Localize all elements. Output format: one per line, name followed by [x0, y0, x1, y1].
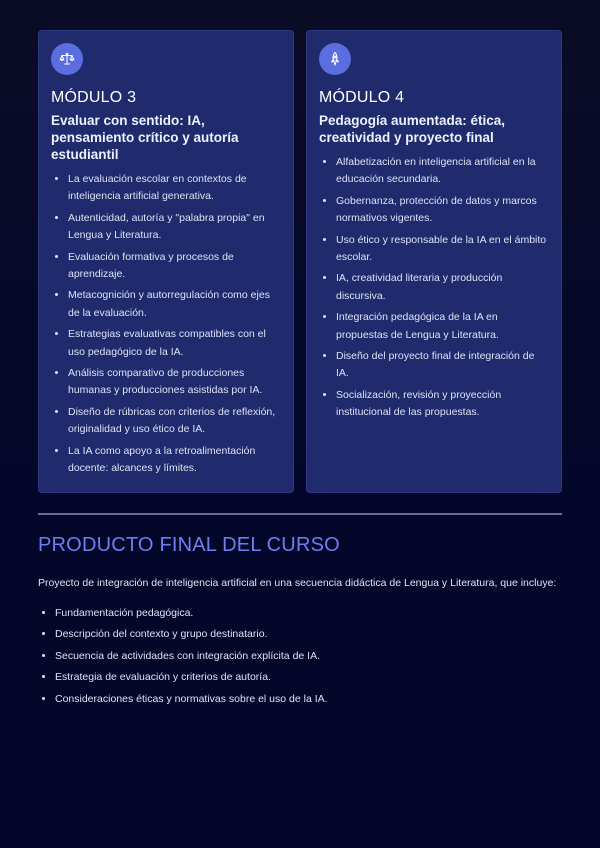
list-item: • IA, creatividad literaria y producción discursiva. [336, 270, 549, 305]
rocket-icon [319, 43, 351, 75]
list-item: • Estrategia de evaluación y criterios de autoría. [55, 669, 562, 686]
list-item: • La IA como apoyo a la retroalimentación docente: alcances y límites. [68, 443, 281, 478]
modules-row [38, 30, 562, 493]
module-label: MÓDULO 3 [51, 89, 137, 106]
list-item: • Metacognición y autorregulación como ejes de la evaluación. [68, 287, 281, 322]
final-product-title: PRODUCTO FINAL DEL CURSO [38, 533, 340, 556]
list-item: • Estrategias evaluativas compatibles con el uso pedagógico de la IA. [68, 326, 281, 361]
list-item: • Integración pedagógica de la IA en propuestas de Lengua y Literatura. [336, 309, 549, 344]
module-topics-list [51, 171, 281, 478]
final-product-intro: Proyecto de integración de inteligencia artificial en una secuencia didáctica de Lengua y Literatura, que incluye: [38, 576, 557, 589]
list-item: • Secuencia de actividades con integración explícita de IA. [55, 648, 562, 665]
list-item: • Diseño de rúbricas con criterios de reflexión, originalidad y uso ético de IA. [68, 404, 281, 439]
module-label: MÓDULO 4 [319, 89, 405, 106]
list-item: • Diseño del proyecto final de integración de IA. [336, 348, 549, 383]
list-item: • La evaluación escolar en contextos de inteligencia artificial generativa. [68, 171, 281, 206]
list-item: • Alfabetización en inteligencia artificial en la educación secundaria. [336, 154, 549, 189]
list-item: • Gobernanza, protección de datos y marcos normativos vigentes. [336, 193, 549, 228]
list-item: • Evaluación formativa y procesos de aprendizaje. [68, 249, 281, 284]
module-title: Pedagogía aumentada: ética, creatividad y proyecto final [319, 113, 506, 145]
list-item: • Socialización, revisión y proyección institucional de las propuestas. [336, 387, 549, 422]
module-topics-list [319, 154, 549, 422]
list-item: • Descripción del contexto y grupo destinatario. [55, 626, 562, 643]
section-divider [38, 513, 562, 515]
page [38, 30, 562, 712]
final-product-list [38, 605, 562, 708]
list-item: • Fundamentación pedagógica. [55, 605, 562, 622]
module-card-4 [306, 30, 562, 493]
list-item: • Consideraciones éticas y normativas sobre el uso de la IA. [55, 691, 562, 708]
list-item: • Autenticidad, autoría y "palabra propia" en Lengua y Literatura. [68, 210, 281, 245]
module-card-3 [38, 30, 294, 493]
module-title: Evaluar con sentido: IA, pensamiento crítico y autoría estudiantil [51, 113, 239, 162]
scale-icon [51, 43, 83, 75]
list-item: • Análisis comparativo de producciones humanas y producciones asistidas por IA. [68, 365, 281, 400]
list-item: • Uso ético y responsable de la IA en el ámbito escolar. [336, 232, 549, 267]
